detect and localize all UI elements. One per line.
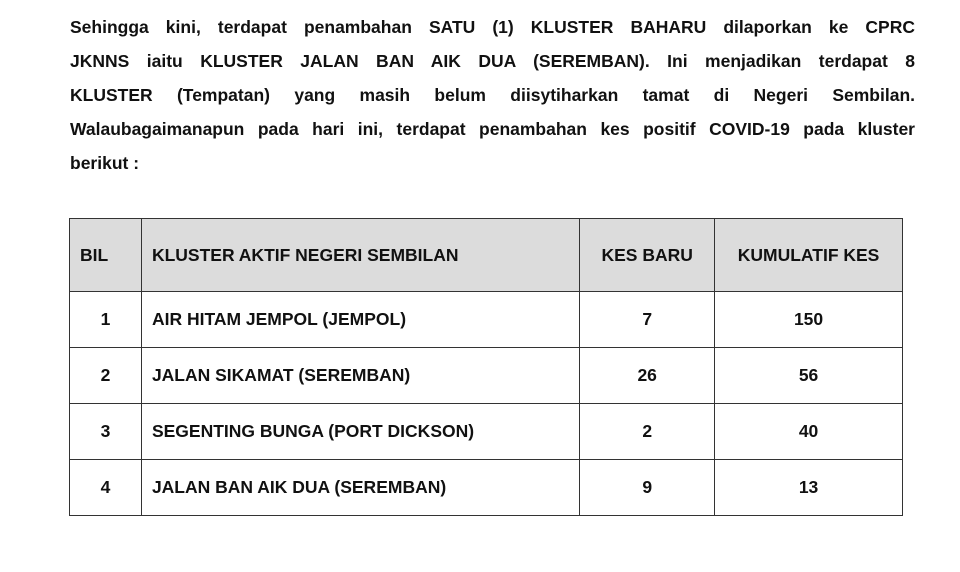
table-row [70, 348, 903, 404]
table-row [70, 404, 903, 460]
header-cumulative-cases: KUMULATIF KES [715, 219, 903, 292]
table-header-row [70, 219, 903, 292]
cell-bil: 3 [70, 404, 142, 460]
cell-bil: 1 [70, 292, 142, 348]
cell-cumulative-cases: 13 [715, 460, 903, 516]
cell-cluster-name: JALAN BAN AIK DUA (SEREMBAN) [141, 460, 579, 516]
cell-cumulative-cases: 150 [715, 292, 903, 348]
cell-cumulative-cases: 56 [715, 348, 903, 404]
cell-new-cases: 9 [580, 460, 715, 516]
intro-paragraph [70, 10, 915, 180]
cell-cluster-name: JALAN SIKAMAT (SEREMBAN) [141, 348, 579, 404]
paragraph-line: KLUSTER (Tempatan) yang masih belum diisytiharkan tamat di Negeri Sembilan. [70, 85, 915, 105]
table-row [70, 292, 903, 348]
paragraph-line: berikut : [70, 153, 140, 173]
cell-new-cases: 26 [580, 348, 715, 404]
cluster-table [69, 218, 903, 516]
paragraph-line: JKNNS iaitu KLUSTER JALAN BAN AIK DUA (SEREMBAN). Ini menjadikan terdapat 8 [70, 51, 915, 71]
cell-new-cases: 2 [580, 404, 715, 460]
cell-cumulative-cases: 40 [715, 404, 903, 460]
cell-new-cases: 7 [580, 292, 715, 348]
cell-bil: 2 [70, 348, 142, 404]
cell-cluster-name: AIR HITAM JEMPOL (JEMPOL) [141, 292, 579, 348]
header-new-cases: KES BARU [580, 219, 715, 292]
header-bil: BIL [70, 219, 142, 292]
paragraph-line: Sehingga kini, terdapat penambahan SATU (1) KLUSTER BAHARU dilaporkan ke CPRC [70, 17, 915, 37]
cell-cluster-name: SEGENTING BUNGA (PORT DICKSON) [141, 404, 579, 460]
table-row [70, 460, 903, 516]
cell-bil: 4 [70, 460, 142, 516]
header-cluster-name: KLUSTER AKTIF NEGERI SEMBILAN [141, 219, 579, 292]
paragraph-line: Walaubagaimanapun pada hari ini, terdapat penambahan kes positif COVID-19 pada kluster [70, 119, 915, 139]
